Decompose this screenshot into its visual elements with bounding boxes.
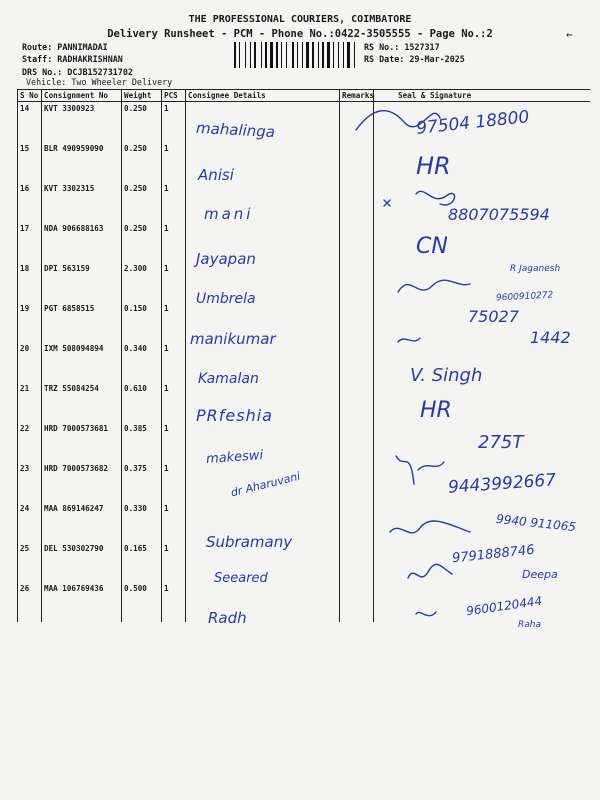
row-pcs: 1 xyxy=(162,502,186,542)
handwritten-signature: 9443992667 xyxy=(447,470,557,498)
row-consignment: BLR 490959090 xyxy=(42,142,122,182)
row-remarks xyxy=(340,102,374,143)
row-sno: 26 xyxy=(18,582,42,622)
handwritten-name: makeswi xyxy=(205,448,264,467)
row-weight: 0.500 xyxy=(122,582,162,622)
row-consignment: MAA 106769436 xyxy=(42,582,122,622)
row-pcs: 1 xyxy=(162,382,186,422)
row-weight: 0.340 xyxy=(122,342,162,382)
row-sno: 24 xyxy=(18,502,42,542)
row-remarks xyxy=(340,582,374,622)
handwritten-name: mahalinga xyxy=(195,118,276,142)
staff-label: Staff: RADHAKRISHNAN xyxy=(22,54,123,64)
back-arrow-icon: ← xyxy=(566,28,573,41)
row-signature xyxy=(374,142,590,182)
row-consignment: DPI 563159 xyxy=(42,262,122,302)
barcode xyxy=(234,42,358,68)
handwritten-signature: HR xyxy=(416,152,451,180)
col-pcs: PCS xyxy=(162,90,186,102)
handwritten-name: PRfeshia xyxy=(196,406,273,425)
row-weight: 0.250 xyxy=(122,182,162,222)
barcode-bar xyxy=(312,42,314,68)
row-remarks xyxy=(340,382,374,422)
barcode-bar xyxy=(234,42,236,68)
handwritten-name: Jayapan xyxy=(196,250,256,268)
barcode-bar xyxy=(250,42,251,68)
handwritten-signature: HR xyxy=(420,398,452,423)
barcode-bar xyxy=(281,42,282,68)
row-remarks xyxy=(340,542,374,582)
barcode-bar xyxy=(318,42,319,68)
row-consignment: NDA 906688163 xyxy=(42,222,122,262)
barcode-bar xyxy=(325,42,326,68)
barcode-bar xyxy=(356,42,357,68)
barcode-bar xyxy=(347,42,350,68)
barcode-bar xyxy=(288,42,291,68)
row-sno: 17 xyxy=(18,222,42,262)
row-pcs: 1 xyxy=(162,302,186,342)
handwritten-name: Umbrela xyxy=(196,291,256,307)
barcode-bar xyxy=(354,42,355,68)
col-consignee: Consignee Details xyxy=(186,90,340,102)
handwritten-name: manikumar xyxy=(190,330,276,348)
row-pcs: 1 xyxy=(162,342,186,382)
row-pcs: 1 xyxy=(162,182,186,222)
row-weight: 0.385 xyxy=(122,422,162,462)
row-consignment: IXM 508094894 xyxy=(42,342,122,382)
barcode-bar xyxy=(299,42,301,68)
row-consignment: TRZ 55084254 xyxy=(42,382,122,422)
barcode-bar xyxy=(340,42,342,68)
row-consignment: HRD 7000573682 xyxy=(42,462,122,502)
rs-number: RS No.: 1527317 xyxy=(364,42,440,52)
rs-date: RS Date: 29-Mar-2025 xyxy=(364,54,465,64)
handwritten-signature: 75027 xyxy=(468,307,519,326)
row-consignment: PGT 6858515 xyxy=(42,302,122,342)
barcode-bar xyxy=(320,42,321,68)
table-row xyxy=(18,382,590,422)
barcode-bar xyxy=(245,42,246,68)
row-remarks xyxy=(340,302,374,342)
table-row xyxy=(18,222,590,262)
barcode-bar xyxy=(302,42,303,68)
row-weight: 0.330 xyxy=(122,502,162,542)
row-pcs: 1 xyxy=(162,262,186,302)
row-pcs: 1 xyxy=(162,422,186,462)
handwritten-name: mani xyxy=(204,205,254,223)
row-weight: 0.375 xyxy=(122,462,162,502)
row-remarks xyxy=(340,222,374,262)
row-pcs: 1 xyxy=(162,102,186,143)
row-pcs: 1 xyxy=(162,582,186,622)
barcode-bar xyxy=(239,42,240,68)
table-header-row xyxy=(18,90,590,102)
handwritten-name: Anisi xyxy=(198,166,234,184)
runsheet-table xyxy=(17,89,590,622)
barcode-bar xyxy=(279,42,280,68)
row-remarks xyxy=(340,182,374,222)
barcode-bar xyxy=(263,42,264,68)
row-pcs: 1 xyxy=(162,222,186,262)
row-sno: 16 xyxy=(18,182,42,222)
drs-label: DRS No.: DCJB152731702 xyxy=(22,67,133,77)
table-row xyxy=(18,342,590,382)
handwritten-signature: Deepa xyxy=(522,568,558,581)
row-remarks xyxy=(340,142,374,182)
row-signature xyxy=(374,382,590,422)
row-sno: 22 xyxy=(18,422,42,462)
barcode-bar xyxy=(310,42,311,68)
barcode-bar xyxy=(283,42,285,68)
handwritten-signature: 9791888746 xyxy=(451,542,536,567)
barcode-bar xyxy=(351,42,353,68)
col-signature: Seal & Signature xyxy=(374,90,590,102)
company-name: THE PROFESSIONAL COURIERS, COIMBATORE xyxy=(188,14,412,25)
row-weight: 2.300 xyxy=(122,262,162,302)
barcode-bar xyxy=(286,42,287,68)
row-sno: 20 xyxy=(18,342,42,382)
col-consignment: Consignment No xyxy=(42,90,122,102)
barcode-bar xyxy=(322,42,324,68)
row-remarks xyxy=(340,422,374,462)
barcode-bar xyxy=(274,42,275,68)
row-sno: 14 xyxy=(18,102,42,143)
handwritten-signature: 9600120444 xyxy=(465,593,543,619)
handwritten-signature: 1442 xyxy=(530,328,571,347)
col-sno: S No xyxy=(18,90,42,102)
handwritten-signature: 8807075594 xyxy=(448,205,550,224)
handwritten-signature: Raha xyxy=(518,620,541,630)
row-weight: 0.150 xyxy=(122,302,162,342)
row-weight: 0.610 xyxy=(122,382,162,422)
row-consignment: HRD 7000573681 xyxy=(42,422,122,462)
row-pcs: 1 xyxy=(162,462,186,502)
row-consignment: KVT 3302315 xyxy=(42,182,122,222)
barcode-bar xyxy=(252,42,253,68)
barcode-bar xyxy=(247,42,249,68)
handwritten-signature: 9940 911065 xyxy=(495,511,577,535)
runsheet-title: Delivery Runsheet - PCM - Phone No.:0422-3505555 - Page No.:2 xyxy=(107,28,493,40)
row-sno: 21 xyxy=(18,382,42,422)
col-weight: Weight xyxy=(122,90,162,102)
barcode-bar xyxy=(295,42,296,68)
row-remarks xyxy=(340,342,374,382)
row-remarks xyxy=(340,462,374,502)
barcode-bar xyxy=(333,42,334,68)
handwritten-signature: V. Singh xyxy=(410,365,483,386)
row-pcs: 1 xyxy=(162,542,186,582)
barcode-bar xyxy=(343,42,344,68)
barcode-bar xyxy=(268,42,269,68)
barcode-bar xyxy=(270,42,273,68)
row-weight: 0.250 xyxy=(122,142,162,182)
row-consignment: MAA 869146247 xyxy=(42,502,122,542)
row-weight: 0.250 xyxy=(122,222,162,262)
barcode-bar xyxy=(237,42,238,68)
barcode-bar xyxy=(331,42,332,68)
row-remarks xyxy=(340,262,374,302)
barcode-bar xyxy=(315,42,317,68)
handwritten-name: Kamalan xyxy=(198,371,259,387)
row-sno: 18 xyxy=(18,262,42,302)
handwritten-signature: 275T xyxy=(478,432,524,453)
col-remarks: Remarks xyxy=(340,90,374,102)
barcode-bar xyxy=(292,42,294,68)
barcode-bar xyxy=(276,42,278,68)
row-weight: 0.165 xyxy=(122,542,162,582)
handwritten-name: dr Aharuvani xyxy=(229,469,302,500)
row-weight: 0.250 xyxy=(122,102,162,143)
barcode-bar xyxy=(345,42,346,68)
handwritten-signature: 97504 18800 xyxy=(415,107,531,139)
barcode-bar xyxy=(257,42,260,68)
row-consignment: DEL 530302790 xyxy=(42,542,122,582)
route-label: Route: PANNIMADAI xyxy=(22,42,108,52)
barcode-bar xyxy=(261,42,262,68)
handwritten-signature: 9600910272 xyxy=(495,290,554,304)
vehicle-label: Vehicle: Two Wheeler Delivery xyxy=(26,77,173,87)
row-sno: 25 xyxy=(18,542,42,582)
barcode-bar xyxy=(297,42,298,68)
row-sno: 19 xyxy=(18,302,42,342)
row-remarks xyxy=(340,502,374,542)
handwritten-signature: CN xyxy=(416,234,448,259)
barcode-bar xyxy=(241,42,244,68)
handwritten-signature: R Jaganesh xyxy=(510,264,561,274)
table-row xyxy=(18,142,590,182)
barcode-bar xyxy=(338,42,339,68)
handwritten-name: Radh xyxy=(208,609,247,627)
barcode-bar xyxy=(304,42,305,68)
row-sno: 15 xyxy=(18,142,42,182)
barcode-bar xyxy=(327,42,330,68)
row-consignment: KVT 3300923 xyxy=(42,102,122,143)
row-signature xyxy=(374,222,590,262)
barcode-bar xyxy=(265,42,267,68)
barcode-bar xyxy=(306,42,309,68)
row-sno: 23 xyxy=(18,462,42,502)
row-pcs: 1 xyxy=(162,142,186,182)
barcode-bar xyxy=(254,42,256,68)
barcode-bar xyxy=(335,42,337,68)
handwritten-name: Subramany xyxy=(206,533,293,551)
handwritten-name: Seeared xyxy=(214,571,268,586)
